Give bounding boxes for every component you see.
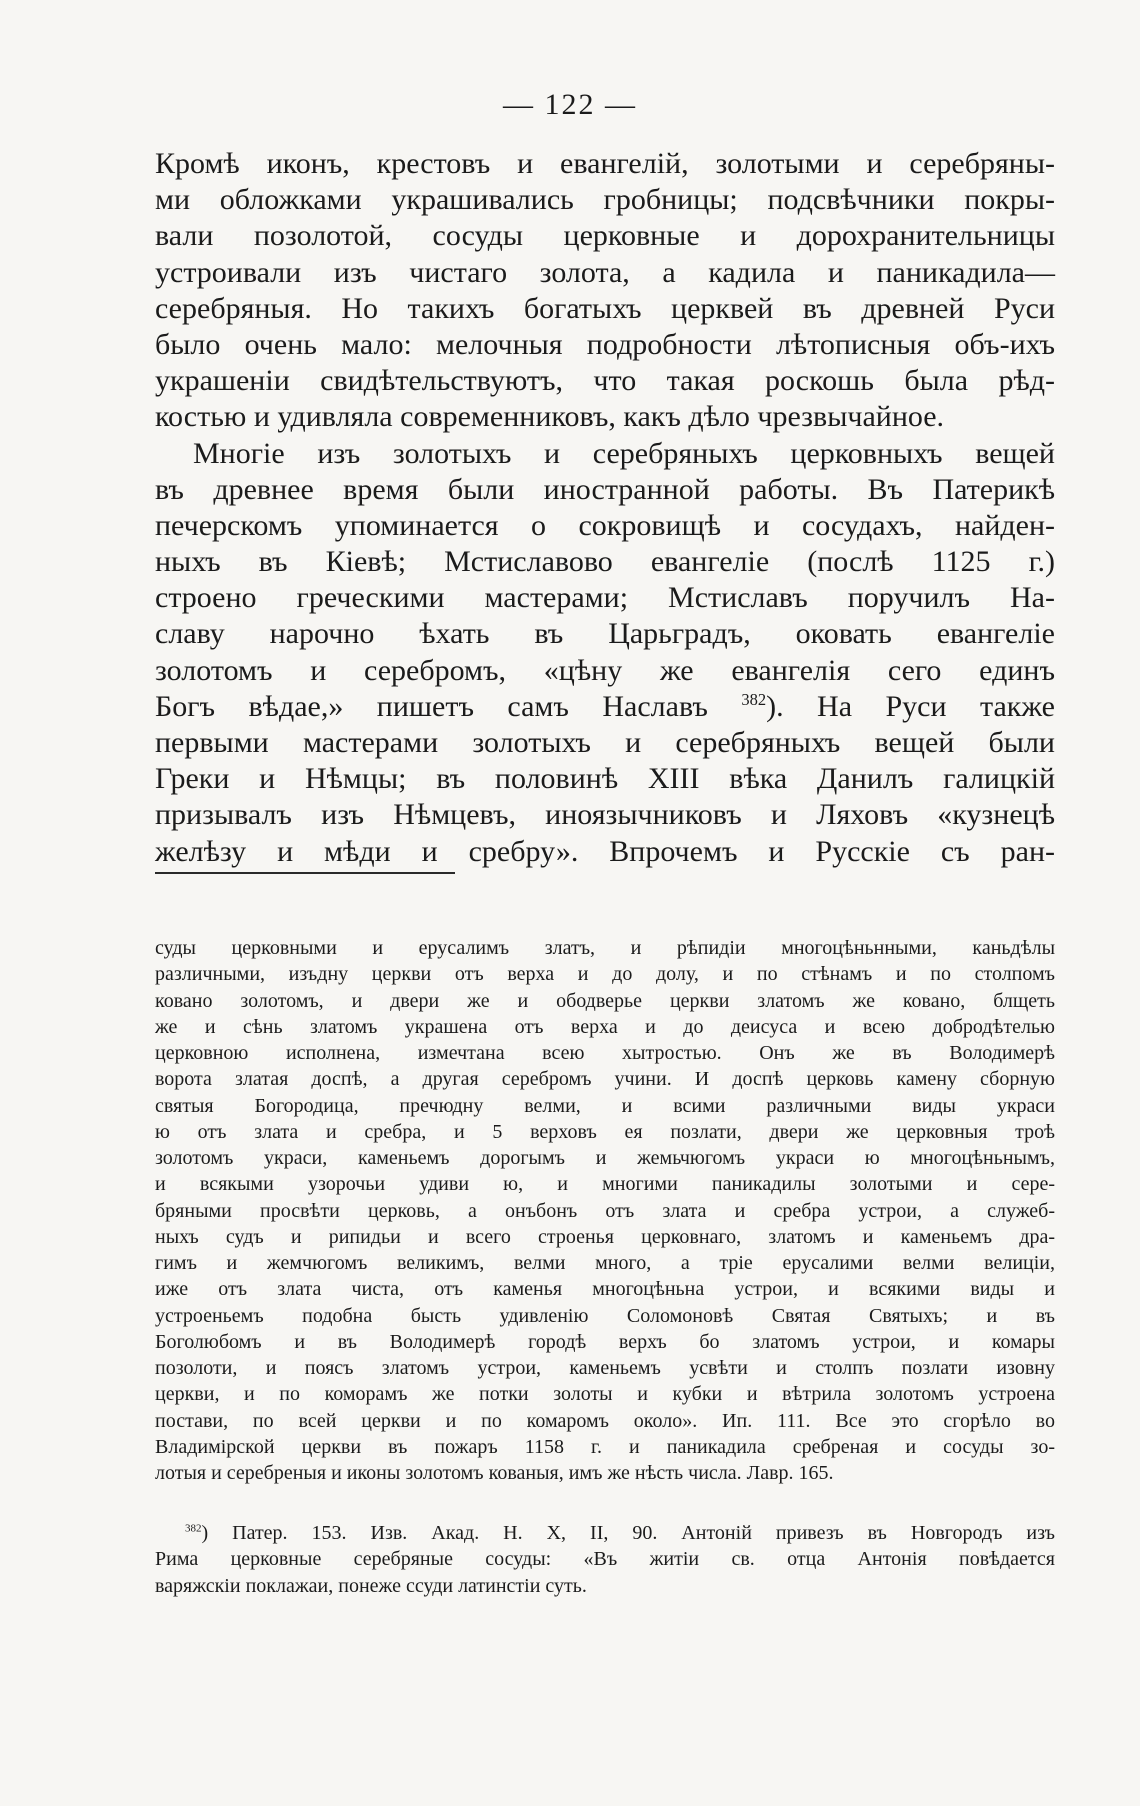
body-line-tail: ). На Руси также: [766, 689, 1055, 723]
footnote-line: иже отъ злата чиста, отъ каменья многоцѣньна устрои, и всякими виды и: [155, 1278, 1055, 1301]
body-line: ми обложками украшивались гробницы; подсвѣчники покры-: [155, 183, 1055, 217]
footnote-line: церкви, и по коморамъ же потки золоты и кубки и вѣтрила золотомъ устроена: [155, 1383, 1055, 1406]
body-line: Кромѣ иконъ, крестовъ и евангелій, золотыми и серебряны-: [155, 147, 1055, 180]
footnote-line: Рима церковные серебряные сосуды: «Въ житіи св. отца Антонія повѣдается: [155, 1548, 1055, 1571]
body-line: золотомъ и серебромъ, «цѣну же евангелія сего единъ: [155, 653, 1055, 687]
footnote-line: бряными просвѣти церковь, а онъбонъ отъ злата и сребра устрои, а служеб-: [155, 1199, 1055, 1222]
footnote-line: ворота златая доспѣ, а другая серебромъ учини. И доспѣ церковь камену сборную: [155, 1068, 1055, 1091]
footnote-line: Боголюбомъ и въ Володимерѣ городѣ верхъ бо златомъ устрои, и комары: [155, 1330, 1055, 1353]
footnote-line: и всякыми узорочьи удиви ю, и многими паникадилы золотыми и сере-: [155, 1173, 1055, 1196]
footnote-line: Владимірской церкви въ пожаръ 1158 г. и паникадила сребреная и сосуды зо-: [155, 1435, 1055, 1458]
body-line: строено греческими мастерами; Мстиславъ поручилъ На-: [155, 581, 1055, 615]
page-number: — 122 —: [503, 88, 637, 121]
body-line: серебряныя. Но такихъ богатыхъ церквей въ древней Руси: [155, 291, 1055, 325]
footnote-382: [155, 1520, 1055, 1599]
footnote-reference: 382: [741, 689, 767, 709]
body-line-text: Богъ вѣдае,» пишетъ самъ Наславъ: [155, 689, 708, 723]
footnote-line: постави, по всей церкви и по комаромъ около». Ип. 111. Все это сгорѣло во: [155, 1409, 1055, 1432]
footnote-line: же и сѣнь златомъ украшена отъ верха и до деисуса и всею добродѣтелью: [155, 1015, 1055, 1038]
footnote-line: церковною исполнена, измечтана всею хытростью. Онъ же въ Володимерѣ: [155, 1042, 1055, 1064]
body-line: желѣзу и мѣди и сребру». Впрочемъ и Русскіе съ ран-: [155, 834, 1055, 868]
footnote-line: лотыя и серебреныя и иконы золотомъ кованыя, имъ же нѣсть числа. Лавр. 165.: [155, 1462, 834, 1484]
body-line-with-footnote-ref: [155, 689, 1055, 725]
footnote-marker: 382: [185, 1522, 202, 1535]
body-line: ныхъ въ Кіевѣ; Мстиславово евангеліе (послѣ 1125 г.): [155, 545, 1055, 579]
footnote-line: гимъ и жемчюгомъ великимъ, велми много, а тріе ерусалими велми велиціи,: [155, 1252, 1055, 1274]
body-line: вали позолотой, сосуды церковные и дорохранительницы: [155, 219, 1055, 253]
body-line: было очень мало: мелочныя подробности лѣтописныя объ-ихъ: [155, 327, 1055, 361]
footnote-line: золотомъ украси, каменьемъ дорогымъ и жемьчюгомъ украси ю многоцѣньнымъ,: [155, 1147, 1055, 1169]
footnote-line: позолоти, и поясъ златомъ устрои, каменьемъ усвѣти и столпъ позлати изовну: [155, 1357, 1055, 1379]
body-line: устроивали изъ чистаго золота, а кадила и паникадила—: [155, 255, 1055, 289]
footnote-continuation: [155, 935, 1055, 1486]
body-line: украшеніи свидѣтельствуютъ, что такая роскошь была рѣд-: [155, 364, 1055, 398]
footnote-divider: [155, 872, 455, 874]
footnote-line: устроеньемъ подобна бысть удивленію Соломоновѣ Святая Святыхъ; и въ: [155, 1304, 1055, 1327]
main-body-text: [155, 146, 1055, 870]
footnote-line: святыя Богородица, пречюдну велми, и всими различными виды украси: [155, 1094, 1055, 1117]
footnote-line: ныхъ судъ и рипидьи и всего строенья церковнаго, златомъ и каменьемъ дра-: [155, 1225, 1055, 1248]
footnote-line: суды церковными и ерусалимъ златъ, и рѣпидіи многоцѣньнными, каньдѣлы: [155, 937, 1055, 959]
footnote-line-text: ) Патер. 153. Изв. Акад. Н. X, II, 90. Антоній привезъ въ Новгородъ изъ: [201, 1522, 1055, 1544]
body-line: призывалъ изъ Нѣмцевъ, иноязычниковъ и Ляховъ «кузнецѣ: [155, 798, 1055, 832]
footnote-line: ковано золотомъ, и двери же и ободверье церкви златомъ же ковано, блщеть: [155, 989, 1055, 1012]
footnote-line: ю отъ злата и сребра, и 5 верховъ ея позлати, двери же церковныя троѣ: [155, 1120, 1055, 1143]
body-line: Греки и Нѣмцы; въ половинѣ XIII вѣка Данилъ галицкій: [155, 762, 1055, 796]
body-line: славу нарочно ѣхать въ Царьградъ, оковать евангеліе: [155, 617, 1055, 651]
body-line: печерскомъ упоминается о сокровищѣ и сосудахъ, найден-: [155, 508, 1055, 542]
body-line: костью и удивляла современниковъ, какъ дѣло чрезвычайное.: [155, 400, 945, 434]
footnote-line: варяжскіи поклажаи, понеже ссуди латинстіи суть.: [155, 1574, 587, 1597]
body-line: въ древнее время были иностранной работы. Въ Патерикѣ: [155, 472, 1055, 506]
footnote-line: [155, 1520, 1055, 1546]
footnote-line: различными, изъдну церкви отъ верха и до долу, и по стѣнамъ и по столпомъ: [155, 963, 1055, 986]
body-line: первыми мастерами золотыхъ и серебряныхъ вещей были: [155, 726, 1055, 759]
body-line-paragraph-start: Многіе изъ золотыхъ и серебряныхъ церковныхъ вещей: [193, 436, 1055, 470]
